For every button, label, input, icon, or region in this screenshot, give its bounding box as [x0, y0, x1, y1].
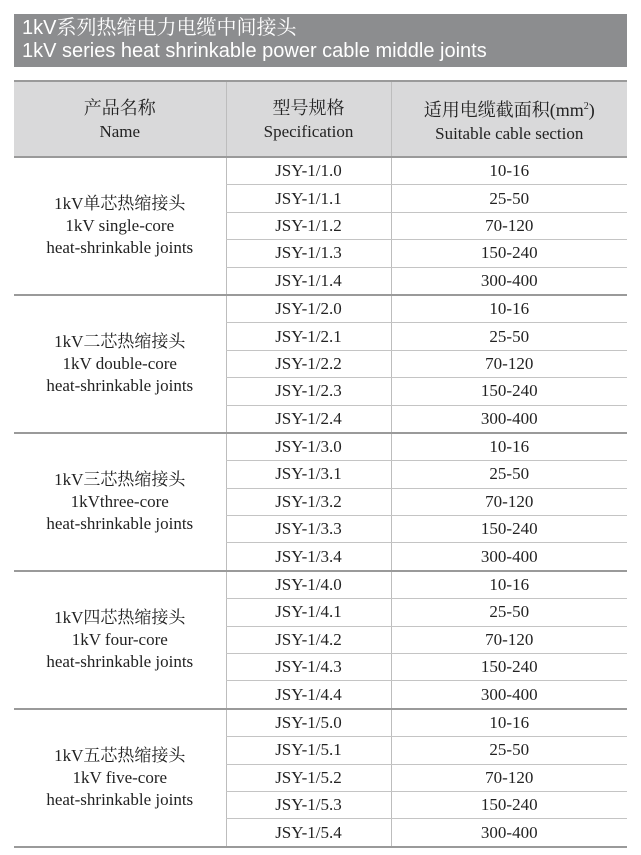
spec-cell: JSY-1/2.3	[226, 378, 391, 405]
product-name-en-line2: heat-shrinkable joints	[46, 237, 194, 257]
spec-cell: JSY-1/3.4	[226, 543, 391, 571]
product-name-en-line1: 1kV four-core	[71, 629, 168, 649]
spec-cell: JSY-1/1.0	[226, 157, 391, 185]
header-name-zh: 产品名称	[83, 98, 156, 118]
section-cell: 300-400	[391, 819, 627, 847]
product-name-cell	[14, 433, 226, 571]
spec-cell: JSY-1/1.4	[226, 267, 391, 295]
spec-cell: JSY-1/4.3	[226, 654, 391, 681]
section-cell: 300-400	[391, 681, 627, 709]
spec-cell: JSY-1/4.2	[226, 626, 391, 653]
spec-cell: JSY-1/5.4	[226, 819, 391, 847]
table-row	[14, 709, 627, 737]
product-name-zh: 1kV五芯热缩接头	[54, 745, 186, 765]
product-name-zh: 1kV二芯热缩接头	[54, 331, 186, 351]
product-name-en-line2: heat-shrinkable joints	[46, 513, 194, 533]
product-name-zh: 1kV四芯热缩接头	[54, 607, 186, 627]
section-cell: 10-16	[391, 571, 627, 599]
spec-cell: JSY-1/5.3	[226, 791, 391, 818]
section-cell: 25-50	[391, 461, 627, 488]
section-cell: 70-120	[391, 350, 627, 377]
spec-cell: JSY-1/2.2	[226, 350, 391, 377]
section-cell: 150-240	[391, 791, 627, 818]
title-zh: 1kV系列热缩电力电缆中间接头	[22, 17, 297, 39]
product-name-zh: 1kV三芯热缩接头	[54, 469, 186, 489]
spec-cell: JSY-1/1.2	[226, 212, 391, 239]
header-section-en: Suitable cable section	[435, 123, 584, 143]
section-cell: 25-50	[391, 737, 627, 764]
spec-cell: JSY-1/5.0	[226, 709, 391, 737]
product-name-zh: 1kV单芯热缩接头	[54, 193, 186, 213]
product-name-cell	[14, 157, 226, 295]
spec-cell: JSY-1/1.3	[226, 240, 391, 267]
table-row	[14, 157, 627, 185]
table-row	[14, 433, 627, 461]
header-spec-en: Specification	[263, 122, 354, 141]
header-section-zh-close: )	[588, 99, 595, 120]
table-row	[14, 295, 627, 323]
section-cell: 70-120	[391, 764, 627, 791]
section-cell: 25-50	[391, 599, 627, 626]
spec-cell: JSY-1/2.4	[226, 405, 391, 433]
product-name-cell	[14, 571, 226, 709]
section-cell: 300-400	[391, 267, 627, 295]
header-row	[14, 81, 627, 157]
section-cell: 25-50	[391, 323, 627, 350]
spec-cell: JSY-1/2.0	[226, 295, 391, 323]
section-cell: 10-16	[391, 709, 627, 737]
section-cell: 10-16	[391, 433, 627, 461]
header-section-unit-exponent: 2	[583, 100, 589, 112]
spec-cell: JSY-1/3.2	[226, 488, 391, 515]
product-name-en-line2: heat-shrinkable joints	[46, 789, 194, 809]
spec-cell: JSY-1/5.2	[226, 764, 391, 791]
section-cell: 70-120	[391, 212, 627, 239]
product-name-en-line1: 1kV double-core	[62, 353, 177, 373]
product-name-en-line2: heat-shrinkable joints	[46, 651, 194, 671]
table-header	[14, 81, 627, 157]
product-name-en-line1: 1kVthree-core	[70, 491, 169, 511]
header-spec-zh: 型号规格	[272, 98, 345, 118]
spec-table	[14, 80, 627, 848]
section-cell: 10-16	[391, 157, 627, 185]
section-cell: 25-50	[391, 185, 627, 212]
spec-cell: JSY-1/1.1	[226, 185, 391, 212]
spec-cell: JSY-1/4.4	[226, 681, 391, 709]
product-name-en-line1: 1kV five-core	[72, 767, 168, 787]
header-section-zh	[392, 94, 628, 123]
header-spec	[226, 81, 391, 157]
spec-cell: JSY-1/5.1	[226, 737, 391, 764]
header-section	[391, 81, 627, 157]
section-cell: 150-240	[391, 654, 627, 681]
section-cell: 150-240	[391, 516, 627, 543]
header-section-zh-text: 适用电缆截面积(mm	[423, 99, 584, 120]
spec-cell: JSY-1/2.1	[226, 323, 391, 350]
header-name-en: Name	[99, 122, 141, 141]
section-cell: 70-120	[391, 626, 627, 653]
section-cell: 10-16	[391, 295, 627, 323]
spec-cell: JSY-1/3.1	[226, 461, 391, 488]
spec-cell: JSY-1/4.0	[226, 571, 391, 599]
table-row	[14, 571, 627, 599]
product-name-cell	[14, 709, 226, 847]
spec-cell: JSY-1/3.0	[226, 433, 391, 461]
product-name-en-line1: 1kV single-core	[65, 215, 175, 235]
section-cell: 150-240	[391, 240, 627, 267]
header-name	[14, 81, 226, 157]
title-en: 1kV series heat shrinkable power cable middle joints	[22, 40, 487, 62]
product-name-cell	[14, 295, 226, 433]
product-name-en-line2: heat-shrinkable joints	[46, 375, 194, 395]
section-cell: 300-400	[391, 405, 627, 433]
spec-cell: JSY-1/3.3	[226, 516, 391, 543]
section-cell: 150-240	[391, 378, 627, 405]
section-cell: 300-400	[391, 543, 627, 571]
spec-cell: JSY-1/4.1	[226, 599, 391, 626]
table-body	[14, 157, 627, 847]
section-cell: 70-120	[391, 488, 627, 515]
title-banner	[14, 14, 627, 67]
